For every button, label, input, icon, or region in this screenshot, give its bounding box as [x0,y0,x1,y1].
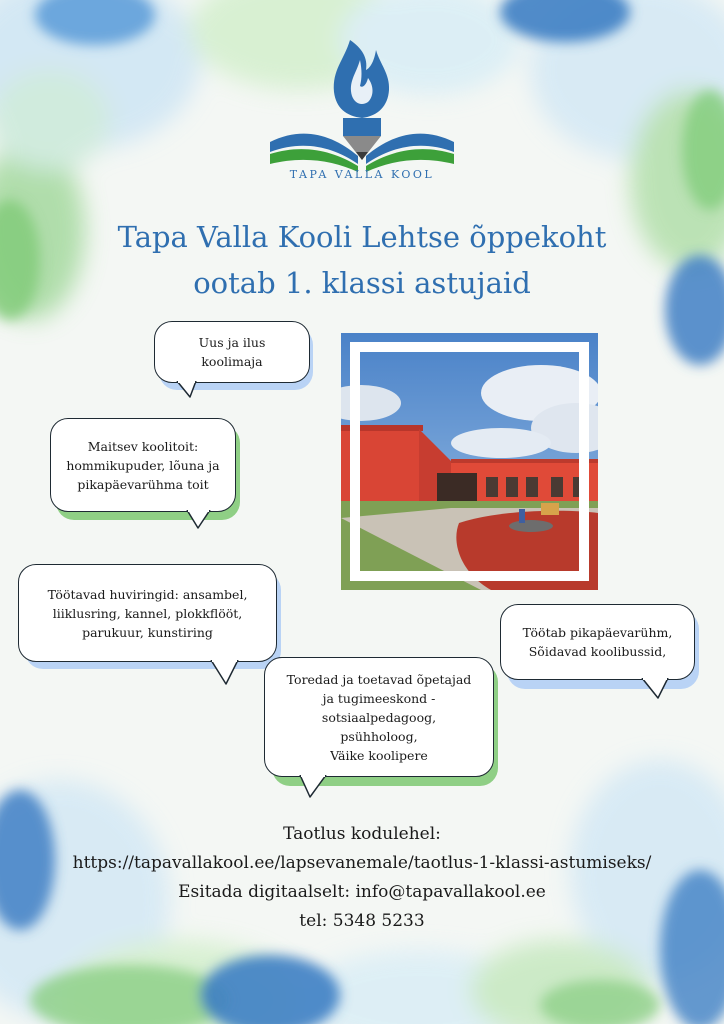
bubble-text-line: liiklusring, kannel, plokkflööt, [52,605,243,621]
logo-school-name: TAPA VALLA KOOL [289,168,435,181]
school-logo-icon [262,30,462,190]
bubble-text-line: Toredad ja toetavad õpetajad [286,671,472,687]
bubble-text-line: Töötab pikapäevarühm, [522,625,673,640]
bubble-text-line: Väike koolipere [330,747,428,763]
school-building-photo [341,333,598,590]
speech-bubble-after-school [500,604,695,680]
speech-bubble-tail [640,678,670,702]
application-url[interactable]: https://tapavallakool.ee/lapsevanemale/taotlus-1-klassi-astumiseks/ [72,853,652,873]
speech-bubble-teachers [264,657,494,777]
title-line-1: Tapa Valla Kooli Lehtse õppekoht [117,220,607,254]
bubble-text-line: psühholoog, [340,728,418,744]
bubble-text-line: pikapäevarühma toit [77,476,209,492]
speech-bubble-tail [210,660,240,688]
bubble-text-line: ja tugimeeskond - [322,690,436,706]
speech-bubble-tail [186,510,212,532]
bubble-text-line: Maitsev koolitoit: [87,438,199,454]
bubble-text-line: koolimaja [201,354,263,369]
bubble-text-line: hommikupuder, lõuna ja [66,457,220,473]
bubble-text-line: Sõidavad koolibussid, [528,644,667,659]
speech-bubble-tail [176,381,200,401]
phone-line[interactable]: tel: 5348 5233 [299,911,425,931]
application-heading: Taotlus kodulehel: [283,824,441,844]
speech-bubble-school-food [50,418,236,512]
bubble-text-line: Uus ja ilus [198,335,266,350]
speech-bubble-new-building [154,321,310,383]
page-title [40,214,684,306]
bubble-text-line: sotsiaalpedagoog, [321,709,437,725]
bubble-text-line: parukuur, kunstiring [82,624,213,640]
title-line-2: ootab 1. klassi astujaid [193,266,531,300]
email-line[interactable]: Esitada digitaalselt: info@tapavallakool.ee [178,882,546,902]
speech-bubble-tail [298,775,328,801]
contact-info [0,820,724,936]
speech-bubble-hobby-groups [18,564,277,662]
bubble-text-line: Töötavad huviringid: ansambel, [47,586,248,602]
